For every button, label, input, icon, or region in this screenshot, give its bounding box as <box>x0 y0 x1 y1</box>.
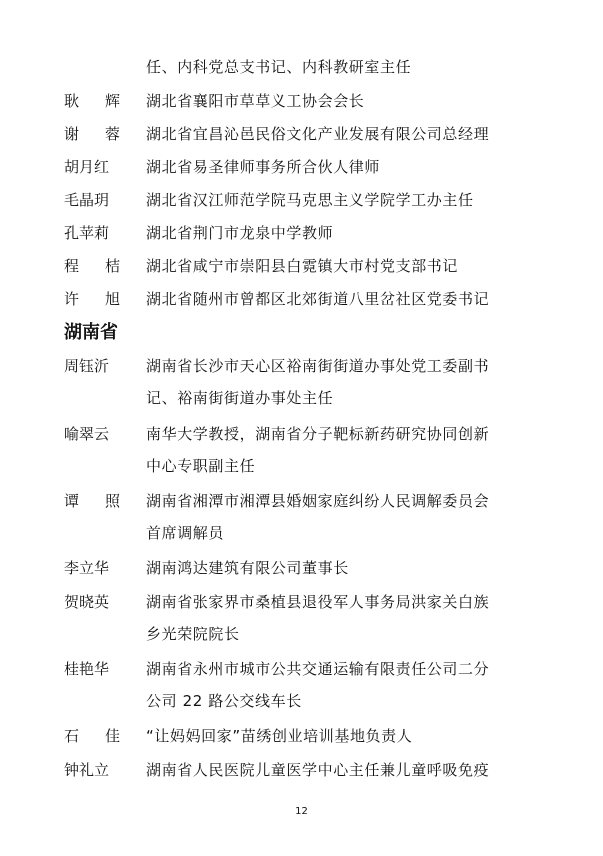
person-name: 许 旭 <box>64 290 120 308</box>
person-name: 孔苹莉 <box>64 224 110 242</box>
person-name: 石 佳 <box>64 727 120 745</box>
person-name: 毛晶玥 <box>64 191 110 209</box>
person-name: 桂艳华 <box>64 660 110 678</box>
person-title: 湖南省张家界市桑植县退役军人事务局洪家关白族 <box>146 593 490 611</box>
person-title: 南华大学教授，湖南省分子靶标新药研究协同创新 <box>146 425 490 443</box>
person-title: 湖北省襄阳市草草义工协会会长 <box>146 92 365 110</box>
person-title: 湖北省随州市曾都区北郊街道八里岔社区党委书记 <box>146 290 490 308</box>
person-title-continued: 中心专职副主任 <box>146 457 256 475</box>
person-name: 谢 蓉 <box>64 125 120 143</box>
page-number: 12 <box>295 806 308 817</box>
person-name: 谭 照 <box>64 492 120 510</box>
person-title: 湖南省人民医院儿童医学中心主任兼儿童呼吸免疫 <box>146 761 490 779</box>
person-title: 湖南鸿达建筑有限公司董事长 <box>146 559 349 577</box>
person-title-continued: 乡光荣院院长 <box>146 625 240 643</box>
person-title: 湖南省湘潭市湘潭县婚姻家庭纠纷人民调解委员会 <box>146 492 490 510</box>
person-name: 李立华 <box>64 559 110 577</box>
person-title: 湖北省汉江师范学院马克思主义学院学工办主任 <box>146 191 474 209</box>
section-heading: 湖南省 <box>64 322 118 343</box>
person-name: 胡月红 <box>64 158 110 176</box>
continuation-text: 任、内科党总支书记、内科教研室主任 <box>146 58 412 76</box>
person-name: 喻翠云 <box>64 425 110 443</box>
person-name: 贺晓英 <box>64 593 110 611</box>
person-title: “让妈妈回家”苗绣创业培训基地负责人 <box>146 727 413 745</box>
person-name: 钟礼立 <box>64 761 110 779</box>
person-title: 湖北省荆门市龙泉中学教师 <box>146 224 334 242</box>
person-name: 周钰沂 <box>64 357 110 375</box>
person-title: 湖南省长沙市天心区裕南街街道办事处党工委副书 <box>146 357 490 375</box>
person-title-continued: 记、裕南街街道办事处主任 <box>146 389 334 407</box>
person-title: 湖北省易圣律师事务所合伙人律师 <box>146 158 381 176</box>
person-title: 湖北省宜昌沁邑民俗文化产业发展有限公司总经理 <box>146 125 490 143</box>
person-title: 湖北省咸宁市崇阳县白霓镇大市村党支部书记 <box>146 257 459 275</box>
person-name: 耿 辉 <box>64 92 120 110</box>
person-title-continued: 首席调解员 <box>146 524 225 542</box>
person-title: 湖南省永州市城市公共交通运输有限责任公司二分 <box>146 660 490 678</box>
person-title-continued: 公司 22 路公交线车长 <box>146 692 302 710</box>
person-name: 程 桔 <box>64 257 120 275</box>
